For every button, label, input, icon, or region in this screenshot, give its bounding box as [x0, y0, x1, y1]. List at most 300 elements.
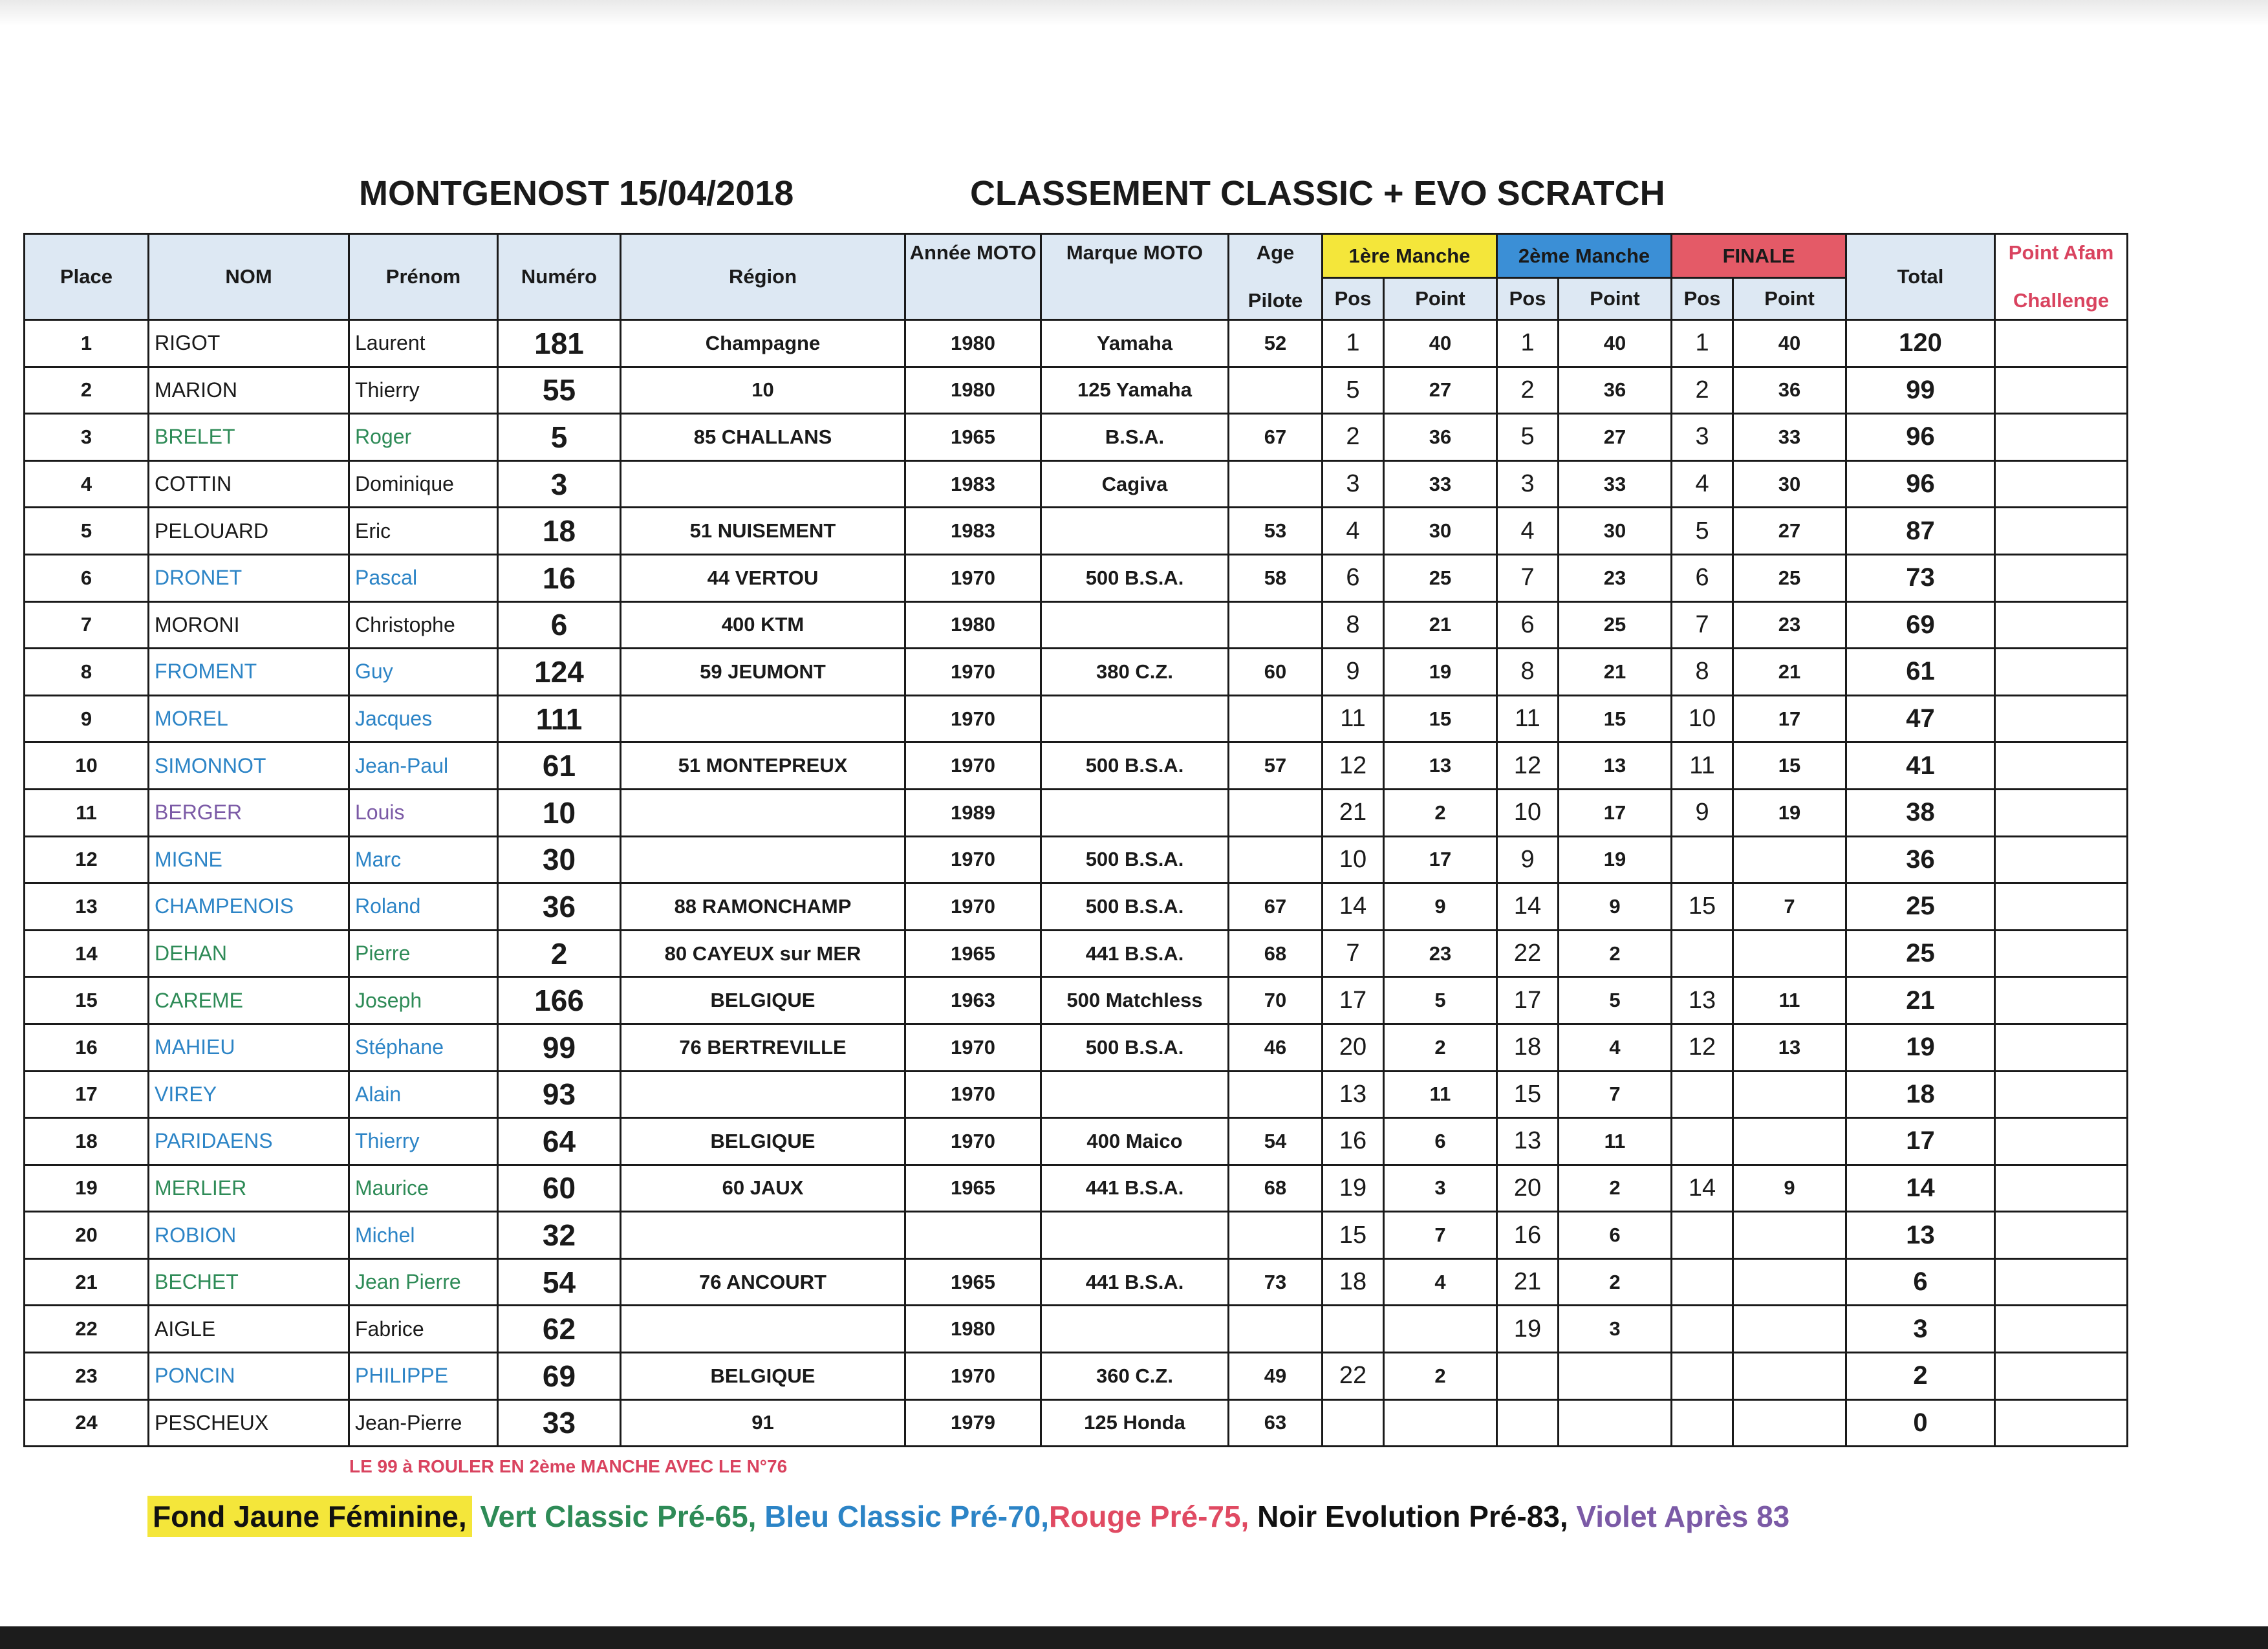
cell-prenom: Guy	[349, 649, 498, 696]
event-title: MONTGENOST 15/04/2018	[359, 174, 794, 213]
cell-f-pos: 4	[1672, 460, 1733, 508]
cell-prenom: Louis	[349, 789, 498, 836]
cell-total: 47	[1846, 695, 1995, 742]
table-row	[25, 977, 2128, 1024]
cell-m1-pos: 9	[1323, 649, 1384, 696]
cell-afam	[1995, 789, 2128, 836]
cell-marque	[1041, 695, 1229, 742]
table-row	[25, 695, 2128, 742]
cell-m2-pts: 40	[1559, 320, 1672, 367]
table-row	[25, 930, 2128, 977]
cell-region: 51 MONTEPREUX	[621, 742, 905, 790]
header-m1-pos: Pos	[1323, 278, 1384, 320]
cell-m1-pts: 5	[1384, 977, 1497, 1024]
cell-f-pos	[1672, 1353, 1733, 1400]
cell-prenom: PHILIPPE	[349, 1353, 498, 1400]
cell-marque: 500 B.S.A.	[1041, 1024, 1229, 1071]
cell-f-pos: 1	[1672, 320, 1733, 367]
table-row	[25, 649, 2128, 696]
cell-f-pts: 19	[1733, 789, 1846, 836]
cell-m1-pts: 23	[1384, 930, 1497, 977]
cell-numero: 111	[498, 695, 621, 742]
cell-annee: 1970	[905, 554, 1041, 601]
header-prenom: Prénom	[349, 234, 498, 320]
cell-m1-pts: 21	[1384, 601, 1497, 649]
cell-total: 87	[1846, 508, 1995, 555]
cell-m2-pts: 15	[1559, 695, 1672, 742]
cell-annee: 1983	[905, 508, 1041, 555]
header-f-point: Point	[1733, 278, 1846, 320]
cell-numero: 61	[498, 742, 621, 790]
table-row	[25, 320, 2128, 367]
cell-numero: 181	[498, 320, 621, 367]
cell-m2-pos: 17	[1497, 977, 1559, 1024]
cell-m2-pos: 2	[1497, 367, 1559, 414]
cell-place: 6	[25, 554, 149, 601]
cell-f-pts	[1733, 1353, 1846, 1400]
cell-afam	[1995, 1165, 2128, 1212]
cell-region: 88 RAMONCHAMP	[621, 883, 905, 931]
cell-total: 13	[1846, 1212, 1995, 1259]
cell-numero: 16	[498, 554, 621, 601]
cell-afam	[1995, 883, 2128, 931]
cell-afam	[1995, 930, 2128, 977]
cell-nom: VIREY	[149, 1071, 349, 1118]
cell-f-pts: 27	[1733, 508, 1846, 555]
cell-f-pos: 5	[1672, 508, 1733, 555]
cell-m2-pos: 15	[1497, 1071, 1559, 1118]
cell-region	[621, 1071, 905, 1118]
cell-m2-pts: 2	[1559, 1165, 1672, 1212]
cell-age: 73	[1229, 1258, 1323, 1306]
cell-age: 67	[1229, 883, 1323, 931]
cell-marque: 500 B.S.A.	[1041, 742, 1229, 790]
cell-m1-pts: 11	[1384, 1071, 1497, 1118]
cell-m1-pos: 5	[1323, 367, 1384, 414]
cell-m2-pts: 36	[1559, 367, 1672, 414]
cell-region	[621, 695, 905, 742]
cell-m1-pts: 4	[1384, 1258, 1497, 1306]
cell-annee	[905, 1212, 1041, 1259]
cell-m1-pts: 30	[1384, 508, 1497, 555]
cell-f-pts: 25	[1733, 554, 1846, 601]
cell-f-pos: 14	[1672, 1165, 1733, 1212]
legend-green: Vert Classic Pré-65,	[471, 1500, 757, 1533]
cell-age: 60	[1229, 649, 1323, 696]
cell-annee: 1980	[905, 1306, 1041, 1353]
cell-m2-pos: 8	[1497, 649, 1559, 696]
cell-f-pts: 23	[1733, 601, 1846, 649]
cell-place: 14	[25, 930, 149, 977]
cell-age: 68	[1229, 1165, 1323, 1212]
cell-m2-pts: 17	[1559, 789, 1672, 836]
cell-annee: 1983	[905, 460, 1041, 508]
cell-prenom: Pierre	[349, 930, 498, 977]
cell-numero: 6	[498, 601, 621, 649]
cell-f-pts: 30	[1733, 460, 1846, 508]
table-row	[25, 742, 2128, 790]
cell-total: 36	[1846, 836, 1995, 883]
cell-f-pts: 7	[1733, 883, 1846, 931]
table-row	[25, 1258, 2128, 1306]
cell-numero: 55	[498, 367, 621, 414]
cell-age	[1229, 1071, 1323, 1118]
cell-nom: PARIDAENS	[149, 1118, 349, 1165]
cell-region: 76 ANCOURT	[621, 1258, 905, 1306]
cell-total: 99	[1846, 367, 1995, 414]
cell-f-pos: 2	[1672, 367, 1733, 414]
cell-m2-pos: 6	[1497, 601, 1559, 649]
cell-m2-pts: 11	[1559, 1118, 1672, 1165]
cell-numero: 124	[498, 649, 621, 696]
cell-nom: ROBION	[149, 1212, 349, 1259]
cell-region: 60 JAUX	[621, 1165, 905, 1212]
cell-afam	[1995, 649, 2128, 696]
cell-f-pos	[1672, 1071, 1733, 1118]
cell-marque: 441 B.S.A.	[1041, 1258, 1229, 1306]
cell-annee: 1980	[905, 320, 1041, 367]
table-row	[25, 460, 2128, 508]
cell-m1-pos	[1323, 1399, 1384, 1447]
cell-place: 1	[25, 320, 149, 367]
cell-place: 17	[25, 1071, 149, 1118]
legend-red: Rouge Pré-75,	[1049, 1500, 1249, 1533]
cell-nom: BECHET	[149, 1258, 349, 1306]
cell-prenom: Thierry	[349, 1118, 498, 1165]
cell-m2-pos: 19	[1497, 1306, 1559, 1353]
cell-marque: 500 B.S.A.	[1041, 554, 1229, 601]
cell-nom: MOREL	[149, 695, 349, 742]
cell-nom: FROMENT	[149, 649, 349, 696]
cell-place: 21	[25, 1258, 149, 1306]
cell-prenom: Jacques	[349, 695, 498, 742]
cell-m2-pos: 11	[1497, 695, 1559, 742]
cell-numero: 5	[498, 414, 621, 461]
header-f-pos: Pos	[1672, 278, 1733, 320]
cell-m1-pos: 7	[1323, 930, 1384, 977]
cell-afam	[1995, 1306, 2128, 1353]
cell-region: 80 CAYEUX sur MER	[621, 930, 905, 977]
cell-m2-pos: 14	[1497, 883, 1559, 931]
cell-m2-pos: 10	[1497, 789, 1559, 836]
cell-m2-pts: 30	[1559, 508, 1672, 555]
cell-f-pts	[1733, 930, 1846, 977]
table-row	[25, 508, 2128, 555]
cell-marque: 380 C.Z.	[1041, 649, 1229, 696]
cell-place: 12	[25, 836, 149, 883]
cell-f-pos	[1672, 1306, 1733, 1353]
cell-annee: 1965	[905, 930, 1041, 977]
cell-nom: CHAMPENOIS	[149, 883, 349, 931]
table-row	[25, 1306, 2128, 1353]
table-row	[25, 601, 2128, 649]
cell-nom: AIGLE	[149, 1306, 349, 1353]
cell-nom: BERGER	[149, 789, 349, 836]
cell-m1-pos: 20	[1323, 1024, 1384, 1071]
cell-total: 41	[1846, 742, 1995, 790]
cell-marque: Yamaha	[1041, 320, 1229, 367]
cell-m1-pos: 19	[1323, 1165, 1384, 1212]
cell-m2-pts: 21	[1559, 649, 1672, 696]
cell-nom: MERLIER	[149, 1165, 349, 1212]
cell-f-pts: 13	[1733, 1024, 1846, 1071]
table-row	[25, 1024, 2128, 1071]
cell-marque: 360 C.Z.	[1041, 1353, 1229, 1400]
cell-place: 11	[25, 789, 149, 836]
cell-age: 70	[1229, 977, 1323, 1024]
cell-nom: MORONI	[149, 601, 349, 649]
cell-m2-pos: 20	[1497, 1165, 1559, 1212]
cell-m2-pos	[1497, 1399, 1559, 1447]
cell-region: 44 VERTOU	[621, 554, 905, 601]
cell-age	[1229, 1306, 1323, 1353]
cell-marque: 125 Yamaha	[1041, 367, 1229, 414]
cell-f-pts	[1733, 1212, 1846, 1259]
cell-f-pts: 9	[1733, 1165, 1846, 1212]
cell-age	[1229, 367, 1323, 414]
cell-numero: 36	[498, 883, 621, 931]
header-marque	[1041, 234, 1229, 320]
cell-annee: 1970	[905, 1071, 1041, 1118]
cell-prenom: Maurice	[349, 1165, 498, 1212]
cell-total: 120	[1846, 320, 1995, 367]
cell-place: 16	[25, 1024, 149, 1071]
cell-region	[621, 1306, 905, 1353]
cell-m1-pts	[1384, 1399, 1497, 1447]
cell-numero: 69	[498, 1353, 621, 1400]
cell-total: 19	[1846, 1024, 1995, 1071]
cell-f-pos: 12	[1672, 1024, 1733, 1071]
cell-total: 6	[1846, 1258, 1995, 1306]
cell-m2-pts: 2	[1559, 1258, 1672, 1306]
cell-total: 73	[1846, 554, 1995, 601]
header-manche1: 1ère Manche	[1323, 234, 1497, 278]
cell-region: 85 CHALLANS	[621, 414, 905, 461]
cell-age: 53	[1229, 508, 1323, 555]
cell-place: 15	[25, 977, 149, 1024]
header-age	[1229, 234, 1323, 320]
cell-prenom: Christophe	[349, 601, 498, 649]
cell-place: 5	[25, 508, 149, 555]
cell-age: 57	[1229, 742, 1323, 790]
cell-annee: 1970	[905, 1118, 1041, 1165]
cell-age	[1229, 695, 1323, 742]
cell-place: 22	[25, 1306, 149, 1353]
cell-marque: 125 Honda	[1041, 1399, 1229, 1447]
cell-afam	[1995, 367, 2128, 414]
cell-place: 3	[25, 414, 149, 461]
cell-f-pts	[1733, 1118, 1846, 1165]
cell-age: 58	[1229, 554, 1323, 601]
cell-m2-pos: 21	[1497, 1258, 1559, 1306]
cell-numero: 2	[498, 930, 621, 977]
cell-afam	[1995, 1071, 2128, 1118]
cell-m1-pos: 13	[1323, 1071, 1384, 1118]
cell-region: BELGIQUE	[621, 1118, 905, 1165]
cell-place: 2	[25, 367, 149, 414]
cell-numero: 93	[498, 1071, 621, 1118]
header-afam	[1995, 234, 2128, 320]
cell-m1-pts: 19	[1384, 649, 1497, 696]
cell-age: 46	[1229, 1024, 1323, 1071]
cell-nom: SIMONNOT	[149, 742, 349, 790]
cell-m1-pos: 1	[1323, 320, 1384, 367]
cell-region: Champagne	[621, 320, 905, 367]
cell-m2-pos	[1497, 1353, 1559, 1400]
cell-afam	[1995, 1118, 2128, 1165]
cell-total: 18	[1846, 1071, 1995, 1118]
cell-m1-pos: 15	[1323, 1212, 1384, 1259]
table-row	[25, 367, 2128, 414]
cell-total: 61	[1846, 649, 1995, 696]
cell-m2-pos: 1	[1497, 320, 1559, 367]
header-annee-label: Année MOTO	[909, 241, 1037, 264]
cell-age: 68	[1229, 930, 1323, 977]
cell-numero: 60	[498, 1165, 621, 1212]
cell-f-pts: 15	[1733, 742, 1846, 790]
cell-m1-pts	[1384, 1306, 1497, 1353]
cell-nom: PONCIN	[149, 1353, 349, 1400]
cell-age	[1229, 460, 1323, 508]
cell-prenom: Laurent	[349, 320, 498, 367]
cell-f-pts: 36	[1733, 367, 1846, 414]
header-region: Région	[621, 234, 905, 320]
cell-m1-pts: 40	[1384, 320, 1497, 367]
cell-f-pts: 40	[1733, 320, 1846, 367]
header-m2-point: Point	[1559, 278, 1672, 320]
cell-age	[1229, 836, 1323, 883]
cell-total: 96	[1846, 414, 1995, 461]
cell-f-pos: 11	[1672, 742, 1733, 790]
cell-afam	[1995, 1258, 2128, 1306]
cell-marque	[1041, 601, 1229, 649]
cell-m2-pts: 27	[1559, 414, 1672, 461]
cell-nom: MARION	[149, 367, 349, 414]
cell-age: 54	[1229, 1118, 1323, 1165]
cell-m1-pos: 16	[1323, 1118, 1384, 1165]
cell-m2-pts: 23	[1559, 554, 1672, 601]
cell-numero: 166	[498, 977, 621, 1024]
header-nom: NOM	[149, 234, 349, 320]
cell-total: 69	[1846, 601, 1995, 649]
cell-nom: MAHIEU	[149, 1024, 349, 1071]
cell-afam	[1995, 742, 2128, 790]
cell-numero: 64	[498, 1118, 621, 1165]
cell-afam	[1995, 414, 2128, 461]
cell-total: 25	[1846, 883, 1995, 931]
cell-m2-pos: 22	[1497, 930, 1559, 977]
cell-annee: 1970	[905, 883, 1041, 931]
cell-m1-pts: 15	[1384, 695, 1497, 742]
cell-total: 0	[1846, 1399, 1995, 1447]
cell-f-pos	[1672, 1399, 1733, 1447]
legend-blue: Bleu Classic Pré-70,	[756, 1500, 1050, 1533]
cell-m1-pts: 3	[1384, 1165, 1497, 1212]
header-afam-label: Point Afam	[2008, 241, 2114, 264]
cell-f-pts: 21	[1733, 649, 1846, 696]
cell-afam	[1995, 977, 2128, 1024]
cell-m1-pos: 2	[1323, 414, 1384, 461]
cell-m2-pts: 6	[1559, 1212, 1672, 1259]
table-row	[25, 836, 2128, 883]
cell-m1-pts: 6	[1384, 1118, 1497, 1165]
cell-afam	[1995, 1024, 2128, 1071]
cell-marque	[1041, 789, 1229, 836]
header-manche2: 2ème Manche	[1497, 234, 1672, 278]
header-marque-label: Marque MOTO	[1066, 241, 1204, 264]
cell-f-pos: 10	[1672, 695, 1733, 742]
cell-numero: 33	[498, 1399, 621, 1447]
cell-marque: 441 B.S.A.	[1041, 1165, 1229, 1212]
cell-f-pos: 7	[1672, 601, 1733, 649]
cell-place: 18	[25, 1118, 149, 1165]
cell-total: 96	[1846, 460, 1995, 508]
cell-age	[1229, 601, 1323, 649]
legend-violet: Violet Après 83	[1568, 1500, 1790, 1533]
cell-m2-pos: 3	[1497, 460, 1559, 508]
scan-edge-bottom	[0, 1626, 2268, 1649]
cell-prenom: Jean Pierre	[349, 1258, 498, 1306]
cell-prenom: Marc	[349, 836, 498, 883]
cell-m2-pos: 12	[1497, 742, 1559, 790]
cell-m1-pos: 21	[1323, 789, 1384, 836]
cell-total: 17	[1846, 1118, 1995, 1165]
cell-nom: COTTIN	[149, 460, 349, 508]
cell-afam	[1995, 1212, 2128, 1259]
cell-f-pos: 8	[1672, 649, 1733, 696]
cell-annee: 1970	[905, 742, 1041, 790]
cell-marque	[1041, 508, 1229, 555]
cell-annee: 1965	[905, 1258, 1041, 1306]
cell-m2-pts	[1559, 1399, 1672, 1447]
cell-prenom: Alain	[349, 1071, 498, 1118]
cell-age: 52	[1229, 320, 1323, 367]
cell-m2-pos: 7	[1497, 554, 1559, 601]
cell-afam	[1995, 695, 2128, 742]
cell-m1-pts: 36	[1384, 414, 1497, 461]
cell-place: 8	[25, 649, 149, 696]
cell-m1-pts: 27	[1384, 367, 1497, 414]
cell-prenom: Thierry	[349, 367, 498, 414]
cell-m1-pos: 18	[1323, 1258, 1384, 1306]
cell-m1-pts: 7	[1384, 1212, 1497, 1259]
cell-m2-pos: 5	[1497, 414, 1559, 461]
cell-prenom: Jean-Paul	[349, 742, 498, 790]
cell-m1-pos: 8	[1323, 601, 1384, 649]
cell-annee: 1989	[905, 789, 1041, 836]
cell-m1-pos: 22	[1323, 1353, 1384, 1400]
cell-numero: 54	[498, 1258, 621, 1306]
cell-m1-pos: 14	[1323, 883, 1384, 931]
cell-m1-pts: 2	[1384, 1024, 1497, 1071]
cell-m1-pts: 33	[1384, 460, 1497, 508]
cell-place: 9	[25, 695, 149, 742]
table-row	[25, 1212, 2128, 1259]
cell-age	[1229, 789, 1323, 836]
cell-m2-pts: 33	[1559, 460, 1672, 508]
cell-f-pts: 11	[1733, 977, 1846, 1024]
cell-f-pts	[1733, 836, 1846, 883]
cell-f-pos: 13	[1672, 977, 1733, 1024]
header-age-label: Age	[1256, 241, 1295, 264]
cell-prenom: Jean-Pierre	[349, 1399, 498, 1447]
cell-marque: 500 Matchless	[1041, 977, 1229, 1024]
header-pilote-label: Pilote	[1247, 289, 1303, 312]
cell-marque	[1041, 1212, 1229, 1259]
cell-f-pos: 9	[1672, 789, 1733, 836]
cell-annee: 1965	[905, 414, 1041, 461]
cell-marque: 441 B.S.A.	[1041, 930, 1229, 977]
